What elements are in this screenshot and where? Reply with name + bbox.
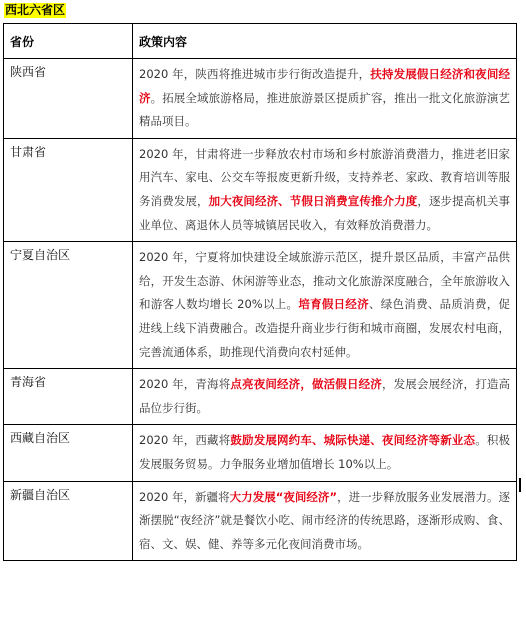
- policy-cell: [133, 242, 517, 369]
- table-row: [4, 59, 517, 139]
- province-column-header: 省份: [4, 24, 133, 59]
- highlighted-policy-text: 点亮夜间经济，做活假日经济: [230, 377, 382, 392]
- page-title: 西北六省区: [5, 3, 66, 17]
- table-body: [4, 59, 517, 561]
- table-header-row: [4, 24, 517, 59]
- policy-text: 2020 年，甘肃将进一步释放农村市场和乡村旅游消费潜力，推进老旧家用汽车、家电、公交车等报废更新升级，支持养老、家政、教育培训等服务消费发展，: [139, 146, 510, 208]
- policy-cell: [133, 481, 517, 561]
- province-cell: 甘肃省: [4, 138, 133, 241]
- policy-text: ，进一步释放服务业发展潜力。逐渐摆脱“夜经济”就是餐饮小吃、闹市经济的传统思路，逐渐形成购、食、宿、文、娱、健、养等多元化夜间消费市场。: [139, 489, 511, 551]
- table-row: [4, 425, 517, 481]
- province-cell: 新疆自治区: [4, 481, 133, 561]
- province-cell: 陕西省: [4, 59, 133, 139]
- policy-cell: [133, 138, 517, 241]
- table-row: [4, 138, 517, 241]
- policy-text: ，发展会展经济，打造高品位步行街。: [139, 377, 511, 415]
- policy-text: ，逐步提高机关事业单位、离退休人员等城镇居民收入，有效释放消费潜力。: [139, 193, 511, 232]
- policy-text: 、绿色消费、品质消费，促进线上线下消费融合。改造提升商业步行街和城市商圈，发展农村电商，完善流通体系，助推现代消费向农村延伸。: [139, 297, 511, 359]
- policy-text: 2020 年，青海将: [139, 377, 231, 392]
- table-row: [4, 369, 517, 425]
- policy-text: 2020 年，西藏将: [139, 433, 231, 448]
- highlighted-policy-text: 加大夜间经济、节假日消费宣传推介力度: [208, 193, 418, 208]
- policy-text: 2020 年，陕西将推进城市步行街改造提升，: [139, 67, 371, 81]
- policy-cell: [133, 59, 517, 139]
- policy-text: 2020 年，新疆将: [139, 489, 230, 504]
- highlighted-policy-text: 大力发展“夜间经济”: [229, 489, 338, 504]
- policy-cell: [133, 425, 517, 481]
- policy-column-header: 政策内容: [133, 24, 517, 59]
- province-cell: 西藏自治区: [4, 425, 133, 481]
- province-cell: 青海省: [4, 369, 133, 425]
- policy-cell: [133, 369, 517, 425]
- policy-text: 2020 年，宁夏将加快建设全域旅游示范区，提升景区品质，丰富产品供给，开发生态游、休闲游等业态，推动文化旅游深度融合，全年旅游收入和游客人数均增长 20%以上。: [139, 250, 510, 312]
- highlighted-policy-text: 鼓励发展网约车、城际快递、夜间经济等新业态: [230, 433, 476, 448]
- policy-text: 。积极发展服务贸易。力争服务业增加值增长 10%以上。: [139, 433, 511, 471]
- policy-table: [3, 23, 517, 561]
- highlighted-policy-text: 扶持发展假日经济和夜间经济: [139, 67, 511, 105]
- highlighted-policy-text: 培育假日经济: [298, 297, 369, 312]
- province-cell: 宁夏自治区: [4, 242, 133, 369]
- table-row: [4, 481, 517, 561]
- policy-text: 。拓展全域旅游格局，推进旅游景区提质扩容，推出一批文化旅游演艺精品项目。: [139, 90, 511, 129]
- table-row: [4, 242, 517, 369]
- table-edge-mark: [519, 478, 521, 492]
